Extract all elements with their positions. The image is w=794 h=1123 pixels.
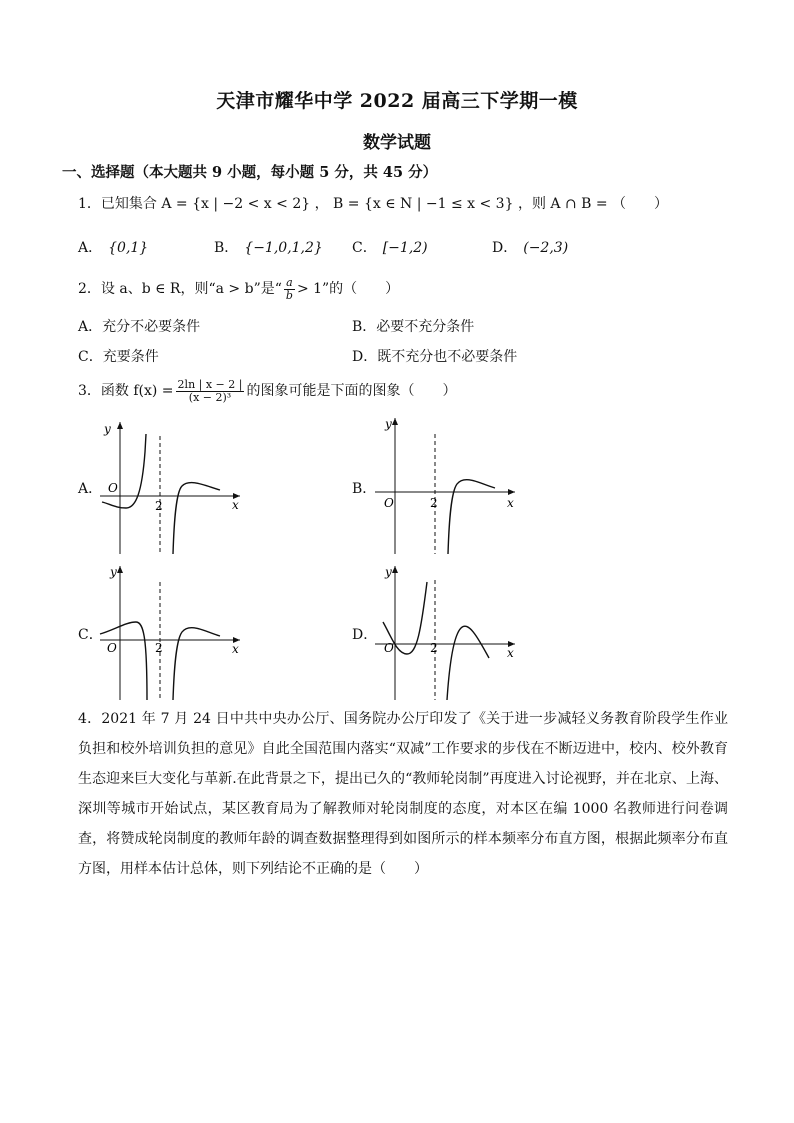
y-axis-arrow (117, 566, 123, 573)
graph-a-label: A． (78, 481, 103, 497)
curve-right (173, 628, 220, 700)
q1-option-a: A． {0,1} (78, 240, 149, 256)
section-heading: 一、选择题（本大题共 9 小题，每小题 5 分，共 45 分） (62, 164, 438, 181)
graph-b (371, 412, 531, 557)
question-1-stem: 1．已知集合 A = {x | −2 < x < 2} ， B = {x ∈ N | −1 ≤ x < 3} ，则 A ∩ B = （ ） (78, 196, 669, 212)
curve-right (447, 626, 489, 700)
y-axis-label: y (385, 417, 392, 431)
graph-d-label: D． (352, 627, 378, 643)
q2-option-b: B．必要不充分条件 (352, 319, 475, 335)
q2-option-a: A．充分不必要条件 (78, 319, 201, 335)
tick-2-label: 2 (155, 641, 163, 655)
y-axis-arrow (117, 422, 123, 429)
y-axis-label: y (110, 565, 117, 579)
y-axis-arrow (392, 418, 398, 425)
q2-fraction: $\frac{a}{b}$ (285, 275, 293, 302)
origin-label: O (108, 481, 118, 495)
curve-right (448, 480, 495, 554)
y-axis-label: y (385, 565, 392, 579)
q2-option-d: D．既不充分也不必要条件 (352, 349, 518, 365)
graph-b-label: B． (352, 481, 377, 497)
q2-option-c: C．充要条件 (78, 349, 159, 365)
x-axis-label: x (232, 642, 239, 656)
exam-subtitle: 数学试题 (363, 133, 431, 153)
y-axis-arrow (392, 566, 398, 573)
graph-d (371, 560, 531, 702)
graph-c-label: C． (78, 627, 103, 643)
tick-2-label: 2 (430, 496, 438, 510)
graph-a (96, 412, 256, 557)
question-2-stem: 2．设 a、b ∈ R，则“a > b”是“ $\frac{a}{b}$ > 1”的（ ） (78, 275, 400, 302)
tick-2-label: 2 (430, 641, 438, 655)
origin-label: O (384, 641, 394, 655)
q1-option-c: C． [−1,2) (352, 240, 428, 256)
x-axis-label: x (507, 646, 514, 660)
tick-2-label: 2 (155, 499, 163, 513)
origin-label: O (384, 496, 394, 510)
x-axis-label: x (507, 496, 514, 510)
q1-option-b: B． {−1,0,1,2} (214, 240, 323, 256)
question-3-stem: 3．函数 f(x) = $\frac{2\ln | x - 2 |}{\text{(x − 2)³}}$ 的图象可能是下面的图象（ ） (78, 377, 457, 404)
x-axis-arrow (508, 489, 515, 495)
origin-label: O (107, 641, 117, 655)
curve-right (173, 483, 220, 554)
x-axis-label: x (232, 498, 239, 512)
curve-left (102, 434, 146, 508)
y-axis-label: y (104, 422, 111, 436)
q3-fraction: $\frac{2\ln | x - 2 |}{\text{(x − 2)³}}$ (177, 377, 243, 404)
question-4-text: 4．2021 年 7 月 24 日中共中央办公厅、国务院办公厅印发了《关于进一步减轻义务教育阶段学生作业负担和校外培训负担的意见》自此全国范围内落实“双减”工作要求的步伐在不断迈进中，校内、校外教育生态迎来巨大变化与革新.在此背景之下，提出已久的“教师轮岗制”再度进入讨论视野，并在北京、上海、深圳等城市开始试点，某区教育局为了解教师对轮岗制度的态度，对本区在编 1000 名教师进行问卷调查，将赞成轮岗制度的教师年龄的调查数据整理得到如图所示的样本频率分布直方图，根据此频率分布直方图，用样本估计总体，则下列结论不正确的是（ ） (78, 711, 728, 877)
curve-left (100, 622, 147, 700)
exam-title: 天津市耀华中学 2022 届高三下学期一模 (216, 90, 578, 112)
graph-c (96, 560, 256, 702)
q1-option-d: D． (−2,3) (492, 240, 569, 256)
